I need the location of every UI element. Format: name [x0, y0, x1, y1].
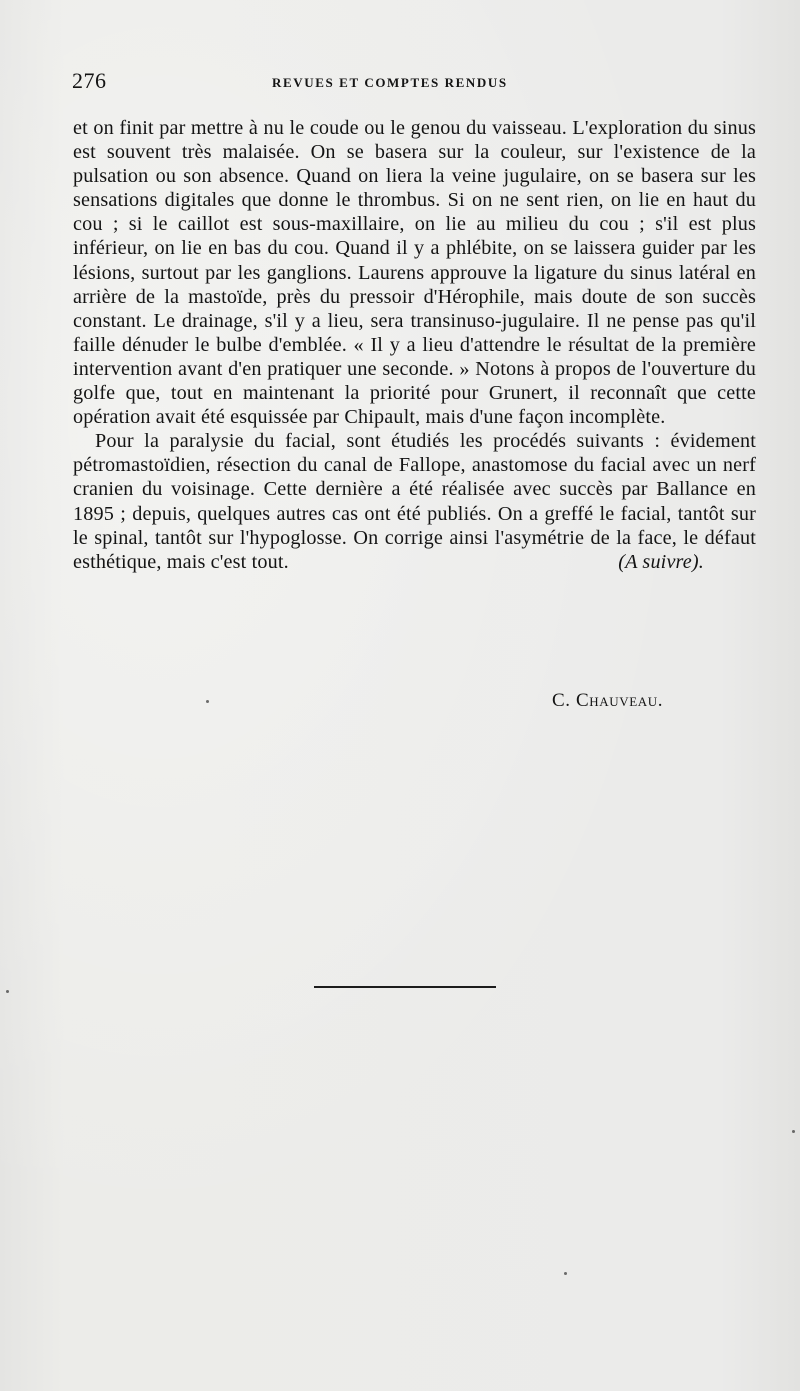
print-speck	[792, 1130, 795, 1133]
to-follow-note: (A suivre).	[618, 550, 704, 573]
paragraph-continued: et on finit par mettre à nu le coude ou le genou du vaisseau. L'exploration du sinus est souvent très malaisée. On se basera sur la couleur, sur l'existence de la pulsation ou son absence. Quand on liera la veine jugulaire, on se basera sur les sensations digitales que donne le thrombus. Si on ne sent rien, on lie en haut du cou ; si le caillot est sous-maxillaire, on lie au milieu du cou ; s'il est plus inférieur, on lie en bas du cou. Quand il y a phlébite, on se laissera guider par les lésions, surtout par les ganglions. Laurens approuve la ligature du sinus latéral en arrière de la mastoïde, près du pressoir d'Hérophile, mais doute de son succès constant. Le drainage, s'il y a lieu, sera transinuso-jugulaire. Il ne pense pas qu'il faille dénuder le bulbe d'emblée. « Il y a lieu d'attendre le résultat de la première intervention avant d'en pratiquer une seconde. » Notons à propos de l'ouverture du golfe que, tout en maintenant la priorité pour Grunert, il reconnaît que cette opération avait été esquissée par Chipault, mais d'une façon incomplète.	[73, 117, 756, 429]
signature-name: Chauveau.	[575, 690, 664, 711]
paragraph-facial-paralysis	[73, 429, 756, 574]
print-speck	[6, 990, 9, 993]
author-signature	[552, 690, 663, 712]
running-title: REVUES ET COMPTES RENDUS	[272, 75, 508, 90]
print-speck	[564, 1272, 567, 1275]
page-header	[72, 68, 762, 98]
signature-initial: C.	[552, 690, 571, 711]
paragraph-facial-paralysis-text: Pour la paralysie du facial, sont étudiés les procédés suivants : évidement pétromastoïdien, résection du canal de Fallope, anastomose du facial avec un nerf cranien du voisinage. Cette dernière a été réalisée avec succès par Ballance en 1895 ; depuis, quelques autres cas ont été publiés. On a greffé le facial, tantôt sur le spinal, tantôt sur l'hypoglosse. On corrige ainsi l'asymétrie de la face, le défaut esthétique, mais c'est tout.	[73, 430, 756, 573]
print-speck	[206, 700, 209, 703]
page-number: 276	[72, 68, 107, 93]
article-body	[73, 116, 756, 574]
section-separator-rule	[314, 986, 496, 988]
